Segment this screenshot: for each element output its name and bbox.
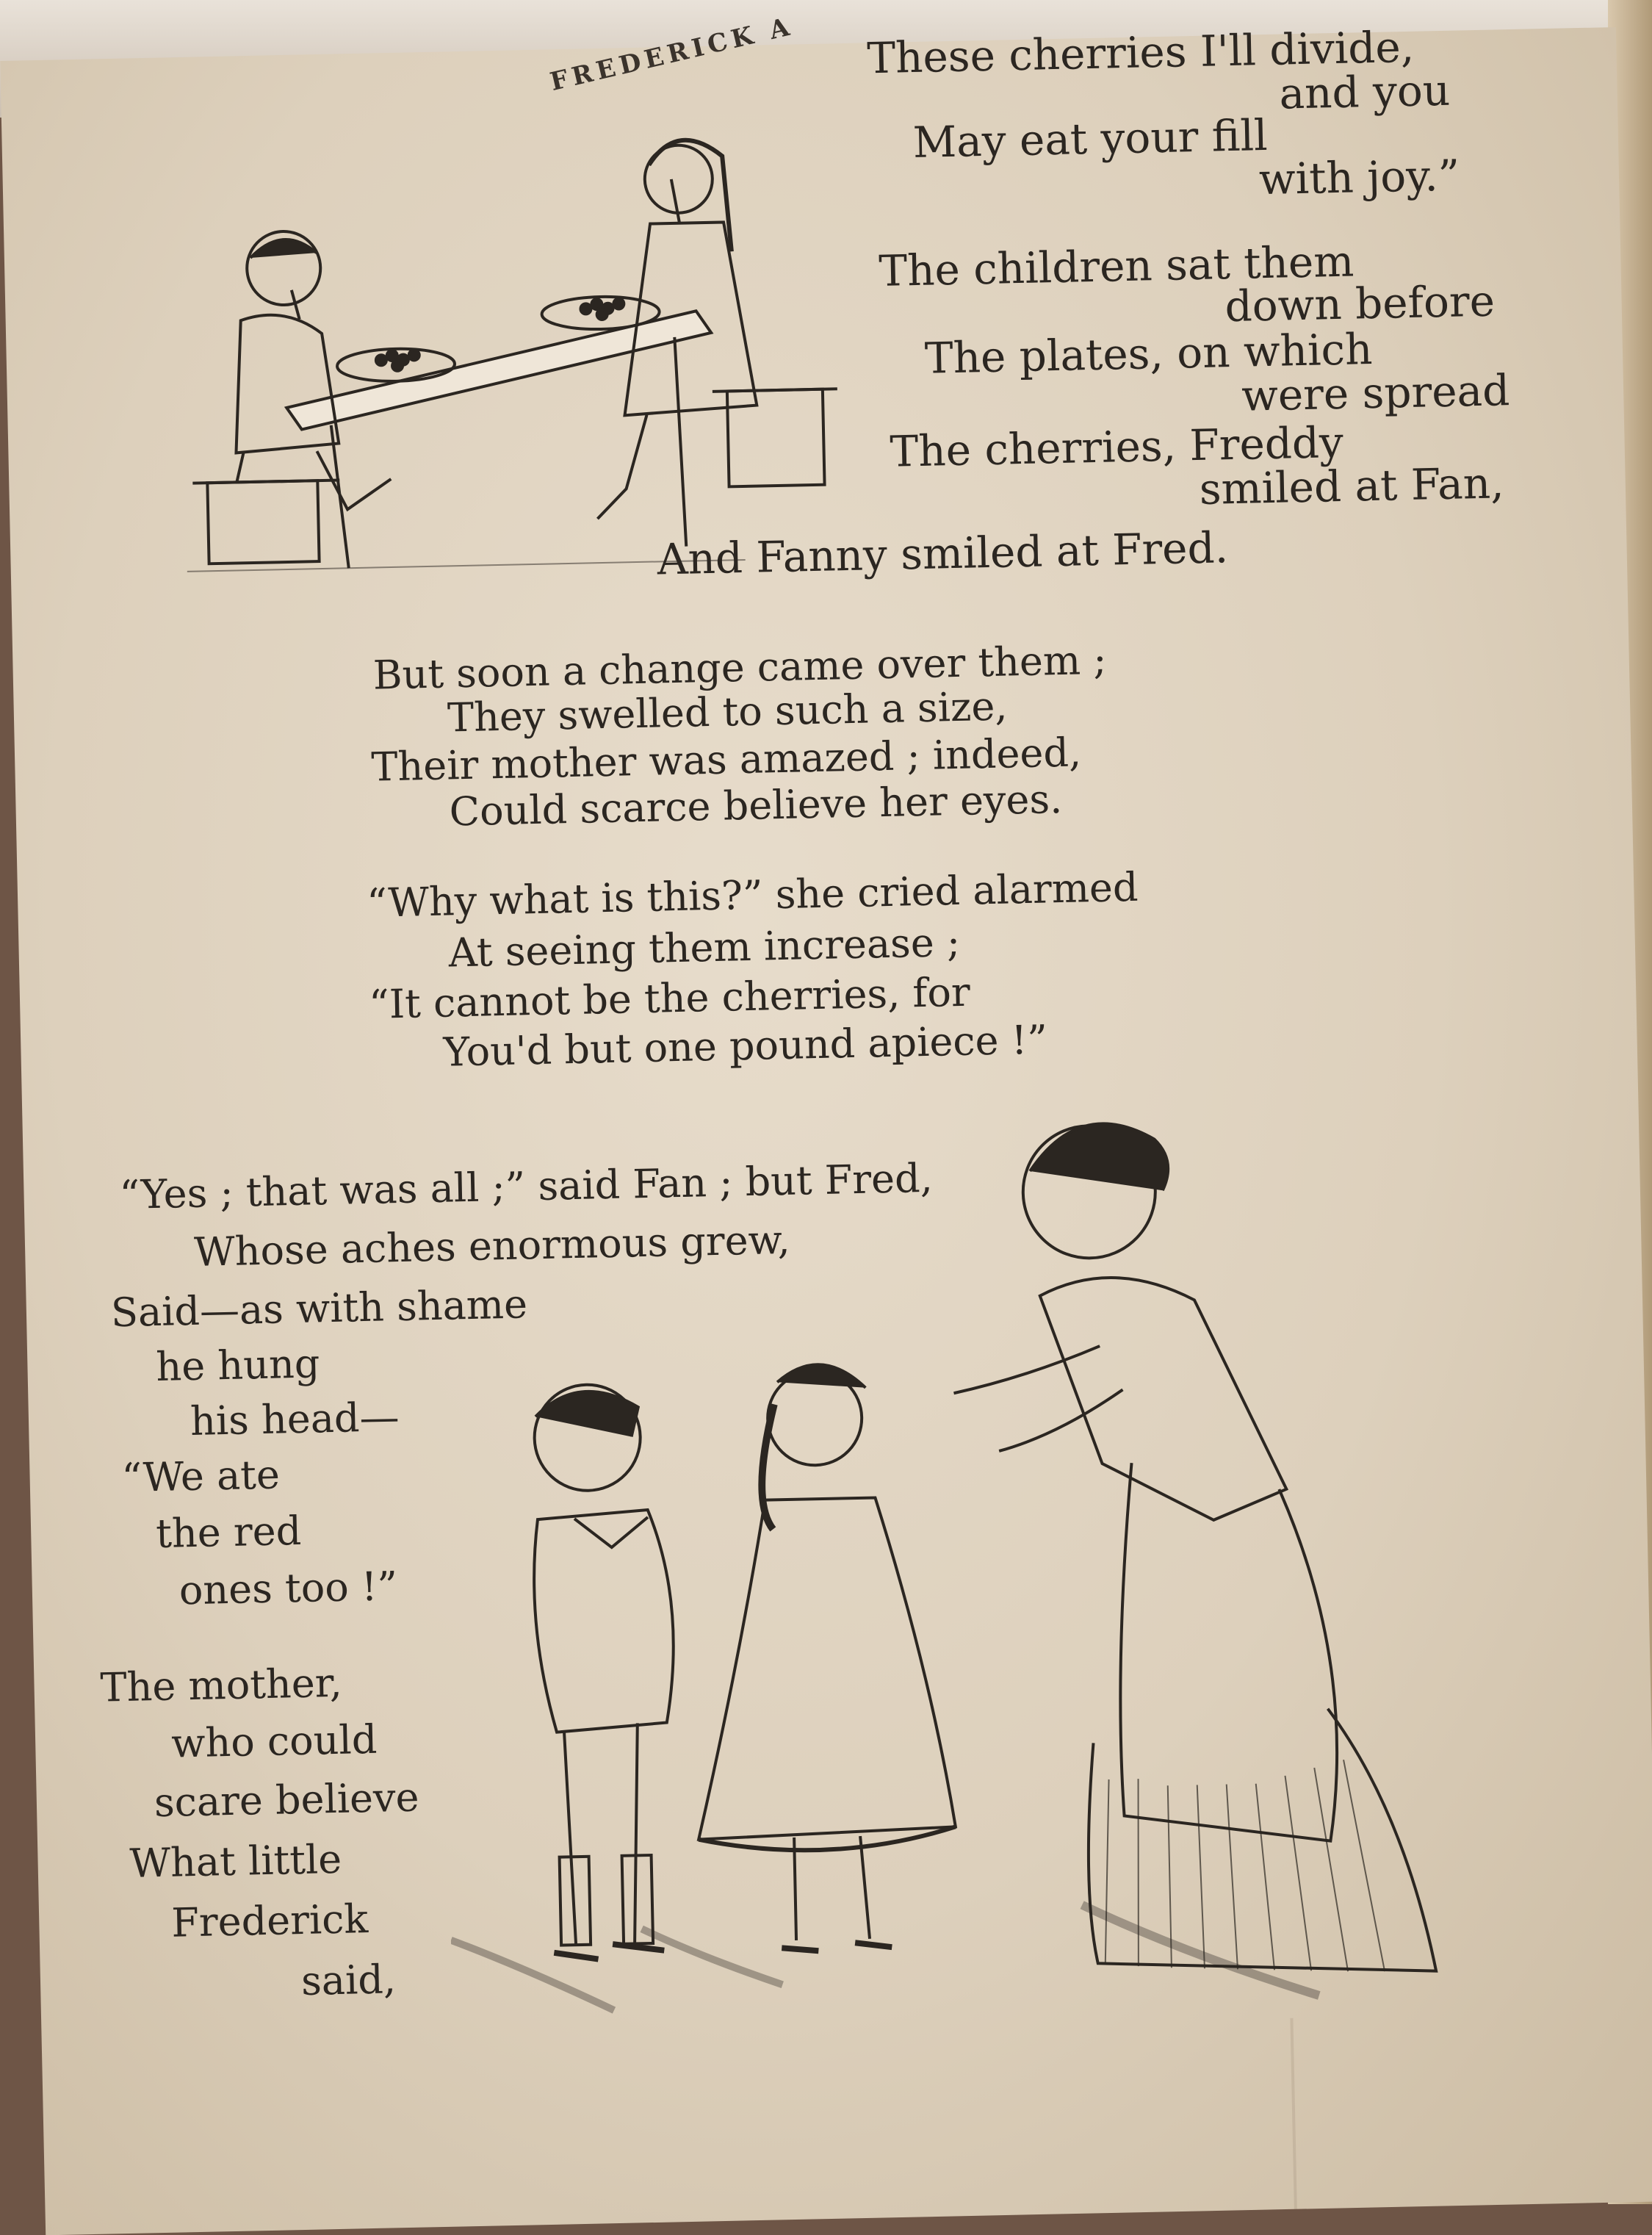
yes-line-4: he hung xyxy=(155,1340,320,1390)
illustration-children-at-table xyxy=(162,87,878,586)
yes-line-1: “Yes ; that was all ;” said Fan ; but Fred, xyxy=(118,1154,934,1218)
mother-line-2: who could xyxy=(170,1716,378,1767)
sat-line-4: were spread xyxy=(1241,365,1510,421)
sat-line-3: The plates, on which xyxy=(924,324,1374,384)
mother-line-4: What little xyxy=(129,1835,342,1887)
top-line-3: May eat your fill xyxy=(912,109,1269,168)
yes-line-7: the red xyxy=(155,1507,302,1558)
change-line-2: They swelled to such a size, xyxy=(447,683,1009,741)
why-line-3: “It cannot be the cherries, for xyxy=(368,968,971,1028)
change-line-4: Could scarce believe her eyes. xyxy=(449,775,1063,835)
sat-line-2: down before xyxy=(1224,276,1496,332)
sat-line-6: smiled at Fan, xyxy=(1199,458,1505,514)
yes-line-5: his head— xyxy=(190,1394,400,1445)
page-crease xyxy=(1290,2018,1296,2209)
top-line-2: and you xyxy=(1278,65,1451,119)
book-page xyxy=(0,11,1652,2235)
why-line-4: You'd but one pound apiece !” xyxy=(442,1016,1048,1076)
mother-line-6: said, xyxy=(300,1956,397,2005)
yes-line-2: Whose aches enormous grew, xyxy=(193,1216,791,1275)
mother-line-3: scare believe xyxy=(154,1774,420,1826)
top-line-4: with joy.” xyxy=(1258,150,1461,205)
yes-line-6: “We ate xyxy=(121,1451,281,1501)
running-head: FREDERICK A xyxy=(547,11,797,98)
mother-line-1: The mother, xyxy=(99,1659,343,1711)
sat-line-1: The children sat them xyxy=(878,236,1355,297)
change-line-1: But soon a change came over them ; xyxy=(372,636,1108,699)
yes-line-3: Said—as with shame xyxy=(110,1281,528,1336)
sat-line-7: And Fanny smiled at Fred. xyxy=(656,522,1229,585)
top-line-1: These cherries I'll divide, xyxy=(866,21,1415,84)
yes-line-8: ones too !” xyxy=(178,1563,398,1614)
illustration-mother-and-children xyxy=(433,1072,1584,2051)
change-line-3: Their mother was amazed ; indeed, xyxy=(370,729,1082,791)
sat-line-5: The cherries, Freddy xyxy=(889,417,1344,477)
why-line-2: At seeing them increase ; xyxy=(448,918,961,976)
why-line-1: “Why what is this?” she cried alarmed xyxy=(366,863,1139,926)
mother-line-5: Frederick xyxy=(170,1896,369,1946)
